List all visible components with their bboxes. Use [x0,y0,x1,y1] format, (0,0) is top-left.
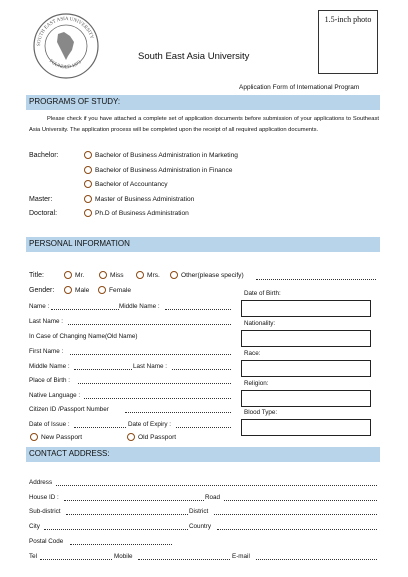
citizen-id-label: Citizen ID /Passport Number [29,406,109,413]
first-name-label: First Name : [29,348,64,355]
road-label: Road [205,494,221,501]
sub-district-field[interactable] [66,514,188,515]
mobile-label: Mobile [114,553,133,560]
nationality-label: Nationality: [244,320,276,327]
email-field[interactable] [256,559,377,560]
middle-name2-label: Middle Name : [29,363,70,370]
blood-type-label: Blood Type: [244,409,278,416]
option-bba-marketing: Bachelor of Business Administration in Marketing [95,152,238,159]
religion-field[interactable] [241,390,371,407]
gender-female: Female [109,287,131,294]
last-name2-label: Last Name : [133,363,167,370]
date-of-issue-label: Date of Issue : [29,421,70,428]
road-field[interactable] [224,500,377,501]
city-field[interactable] [44,529,188,530]
radio-old-passport[interactable] [127,433,135,441]
blood-type-field[interactable] [241,419,371,436]
option-accountancy: Bachelor of Accountancy [95,181,168,188]
programs-heading: PROGRAMS OF STUDY: [26,95,380,110]
date-of-issue-field[interactable] [74,427,126,428]
photo-box[interactable] [318,10,378,74]
radio-title-mr[interactable] [64,271,72,279]
radio-new-passport[interactable] [30,433,38,441]
mobile-field[interactable] [138,559,230,560]
dob-field[interactable] [241,300,371,317]
dob-label: Date of Birth: [244,290,281,297]
district-field[interactable] [214,514,377,515]
instructions-text: Please check if you have attached a complete set of application documents before submission of your applications to Southeast Asia University. The application process will be completed upon the receipt of all required application documents. [29,116,379,133]
radio-title-miss[interactable] [99,271,107,279]
radio-phd[interactable] [84,209,92,217]
photo-label: 1.5-inch photo [324,15,372,24]
university-seal [30,12,102,80]
changed-name-label: In Case of Changing Name(Old Name) [29,333,138,340]
address-label: Address [29,479,53,486]
title-other-field[interactable] [256,279,376,280]
middle-name-field[interactable] [165,309,231,310]
personal-heading: PERSONAL INFORMATION [26,237,380,252]
radio-gender-male[interactable] [64,286,72,294]
option-phd: Ph.D of Business Administration [95,210,189,217]
seal-text: SOUTH EAST ASIA UNIVERSITY [36,16,94,47]
name-field[interactable] [51,309,119,310]
new-passport-label: New Passport [41,434,83,441]
house-id-label: House ID : [29,494,59,501]
radio-title-other[interactable] [170,271,178,279]
radio-title-mrs[interactable] [136,271,144,279]
middle-name2-field[interactable] [74,369,132,370]
country-label: Country [189,523,212,530]
native-language-field[interactable] [84,398,231,399]
bachelor-label: Bachelor: [29,152,59,159]
postal-code-label: Postal Code [29,538,64,545]
old-passport-label: Old Passport [138,434,177,441]
postal-code-field[interactable] [70,544,172,545]
date-of-expiry-label: Date of Expiry : [128,421,172,428]
svg-text:FOUNDED 1973 [48,59,83,70]
city-label: City [29,523,40,530]
first-name-field[interactable] [70,354,231,355]
house-id-field[interactable] [64,500,204,501]
place-of-birth-field[interactable] [78,383,231,384]
last-name2-field[interactable] [172,369,231,370]
contact-heading: CONTACT ADDRESS: [26,447,380,462]
title-miss: Miss [110,272,124,279]
last-name-field[interactable] [68,324,231,325]
master-label: Master: [29,196,53,203]
email-label: E-mail [232,553,250,560]
title-mr: Mr. [75,272,85,279]
radio-bba-marketing[interactable] [84,151,92,159]
tel-field[interactable] [40,559,112,560]
sub-district-label: Sub-district [29,508,61,515]
middle-name-label: Middle Name : [119,303,160,310]
native-language-label: Native Language : [29,392,81,399]
seal-emblem-icon [30,12,102,80]
form-title: Application Form of International Program [239,84,360,91]
last-name-label: Last Name : [29,318,63,325]
nationality-field[interactable] [241,330,371,347]
option-mba: Master of Business Administration [95,196,195,203]
address-field[interactable] [56,485,377,486]
university-name: South East Asia University [138,51,250,62]
title-other: Other(please specify) [181,272,244,279]
radio-accountancy[interactable] [84,180,92,188]
place-of-birth-label: Place of Birth : [29,377,70,384]
title-mrs: Mrs. [147,272,160,279]
tel-label: Tel [29,553,38,560]
country-field[interactable] [217,529,377,530]
option-bba-finance: Bachelor of Business Administration in Finance [95,167,233,174]
seal-founded: FOUNDED 1973 [47,58,83,71]
gender-label: Gender: [29,287,55,294]
radio-mba[interactable] [84,195,92,203]
radio-gender-female[interactable] [98,286,106,294]
religion-label: Religion: [244,380,269,387]
radio-bba-finance[interactable] [84,166,92,174]
doctoral-label: Doctoral: [29,210,58,217]
citizen-id-field[interactable] [125,412,231,413]
date-of-expiry-field[interactable] [176,427,231,428]
race-label: Race: [244,350,261,357]
gender-male: Male [75,287,90,294]
race-field[interactable] [241,360,371,377]
name-label: Name : [29,303,50,310]
title-label: Title: [29,272,44,279]
district-label: District [189,508,209,515]
